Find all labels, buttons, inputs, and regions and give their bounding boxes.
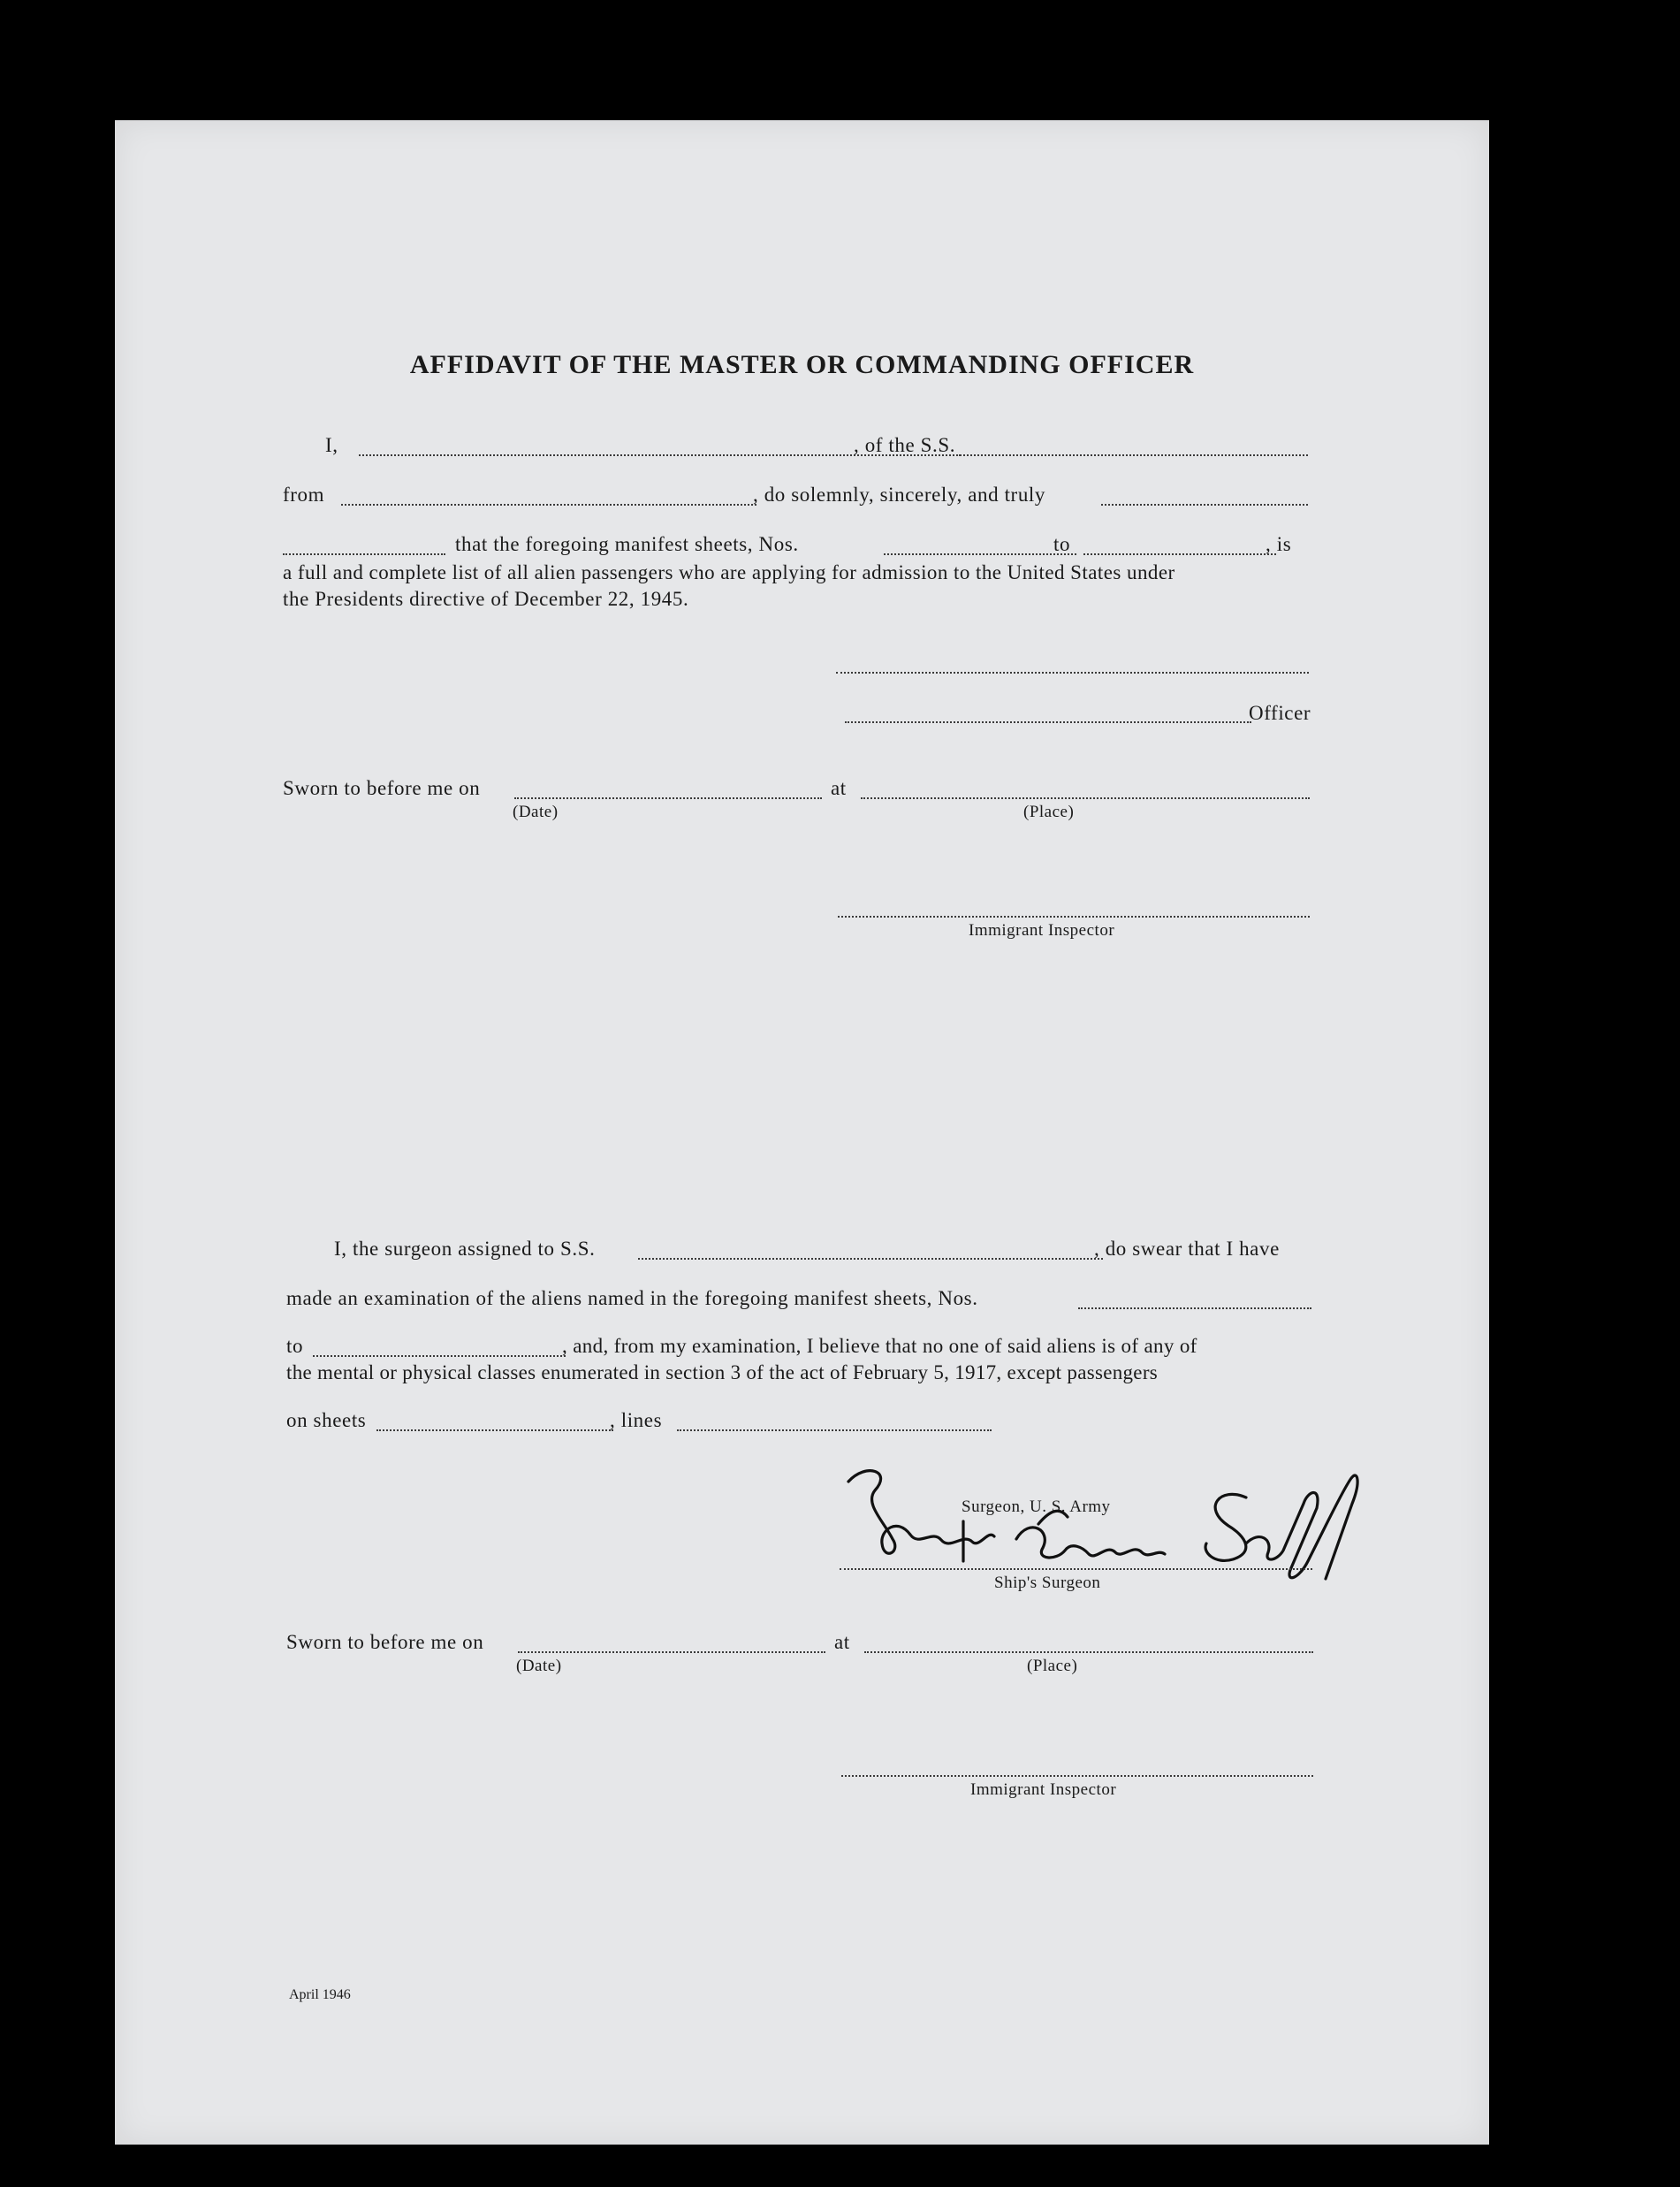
surgeon-line2: made an examination of the aliens named in the foregoing manifest sheets, Nos. xyxy=(286,1287,978,1309)
sworn1-place-label: (Place) xyxy=(1023,803,1075,821)
surgeon-sheets-field[interactable] xyxy=(376,1429,613,1431)
master-to: to xyxy=(1053,533,1071,555)
master-ship-field[interactable] xyxy=(959,454,1308,456)
surgeon-line5b: , lines xyxy=(610,1409,663,1431)
sworn2-text: Sworn to before me on xyxy=(286,1631,484,1653)
master-i: I, xyxy=(325,434,338,456)
sworn2-place-field[interactable] xyxy=(864,1651,1313,1653)
master-is: , is xyxy=(1266,533,1292,555)
surgeon-line1b: , do swear that I have xyxy=(1094,1238,1280,1260)
master-to-field[interactable] xyxy=(1083,553,1276,555)
ships-surgeon-label: Ship's Surgeon xyxy=(994,1574,1101,1592)
sworn1-inspector-line[interactable] xyxy=(838,916,1310,918)
master-do-solemnly: , do solemnly, sincerely, and truly xyxy=(753,484,1046,506)
master-from: from xyxy=(283,484,325,506)
master-line3: the Presidents directive of December 22, 1945. xyxy=(283,588,689,610)
surgeon-line5a: on sheets xyxy=(286,1409,367,1431)
sworn1-text: Sworn to before me on xyxy=(283,777,481,799)
sworn2-place-label: (Place) xyxy=(1027,1657,1078,1675)
form-date-footer: April 1946 xyxy=(289,1987,351,2002)
sworn2-inspector-label: Immigrant Inspector xyxy=(970,1780,1117,1799)
document-page xyxy=(115,120,1489,2145)
surgeon-nos-field[interactable] xyxy=(1078,1307,1311,1309)
master-nos-field[interactable] xyxy=(884,553,1076,555)
surgeon-line4: the mental or physical classes enumerated in section 3 of the act of February 5, 1917, except passengers xyxy=(286,1361,1159,1383)
surgeon-line3a: to xyxy=(286,1335,304,1357)
ships-surgeon-line[interactable] xyxy=(840,1568,1312,1570)
surgeon-to-field[interactable] xyxy=(313,1355,566,1357)
sworn1-at: at xyxy=(831,777,847,799)
sworn2-inspector-line[interactable] xyxy=(841,1775,1313,1777)
master-of-ss: , of the S.S. xyxy=(854,434,956,456)
master-oath-field[interactable] xyxy=(1101,504,1308,506)
sworn1-date-field[interactable] xyxy=(514,797,822,799)
surgeon-ship-field[interactable] xyxy=(638,1258,1103,1260)
sworn1-date-label: (Date) xyxy=(513,803,559,821)
page-title: AFFIDAVIT OF THE MASTER OR COMMANDING OFFICER xyxy=(409,350,1195,379)
sworn1-inspector-label: Immigrant Inspector xyxy=(969,921,1115,940)
master-foregoing: that the foregoing manifest sheets, Nos. xyxy=(455,533,799,555)
surgeon-line3b: , and, from my examination, I believe that no one of said aliens is of any of xyxy=(562,1335,1197,1357)
master-from-field[interactable] xyxy=(341,504,756,506)
surgeon-signature xyxy=(831,1455,1379,1596)
sworn2-at: at xyxy=(834,1631,850,1653)
master-oath-word-field[interactable] xyxy=(283,553,445,555)
master-line2: a full and complete list of all alien passengers who are applying for admission to the United States under xyxy=(283,561,1175,583)
officer-label: Officer xyxy=(1249,702,1311,724)
officer-signature-line-2[interactable] xyxy=(845,721,1251,723)
surgeon-line1a: I, the surgeon assigned to S.S. xyxy=(334,1238,596,1260)
surgeon-army-label: Surgeon, U. S. Army xyxy=(962,1497,1111,1516)
sworn1-place-field[interactable] xyxy=(861,797,1310,799)
sworn2-date-field[interactable] xyxy=(518,1651,825,1653)
surgeon-lines-field[interactable] xyxy=(677,1429,992,1431)
officer-signature-line-1[interactable] xyxy=(836,672,1309,674)
sworn2-date-label: (Date) xyxy=(516,1657,562,1675)
